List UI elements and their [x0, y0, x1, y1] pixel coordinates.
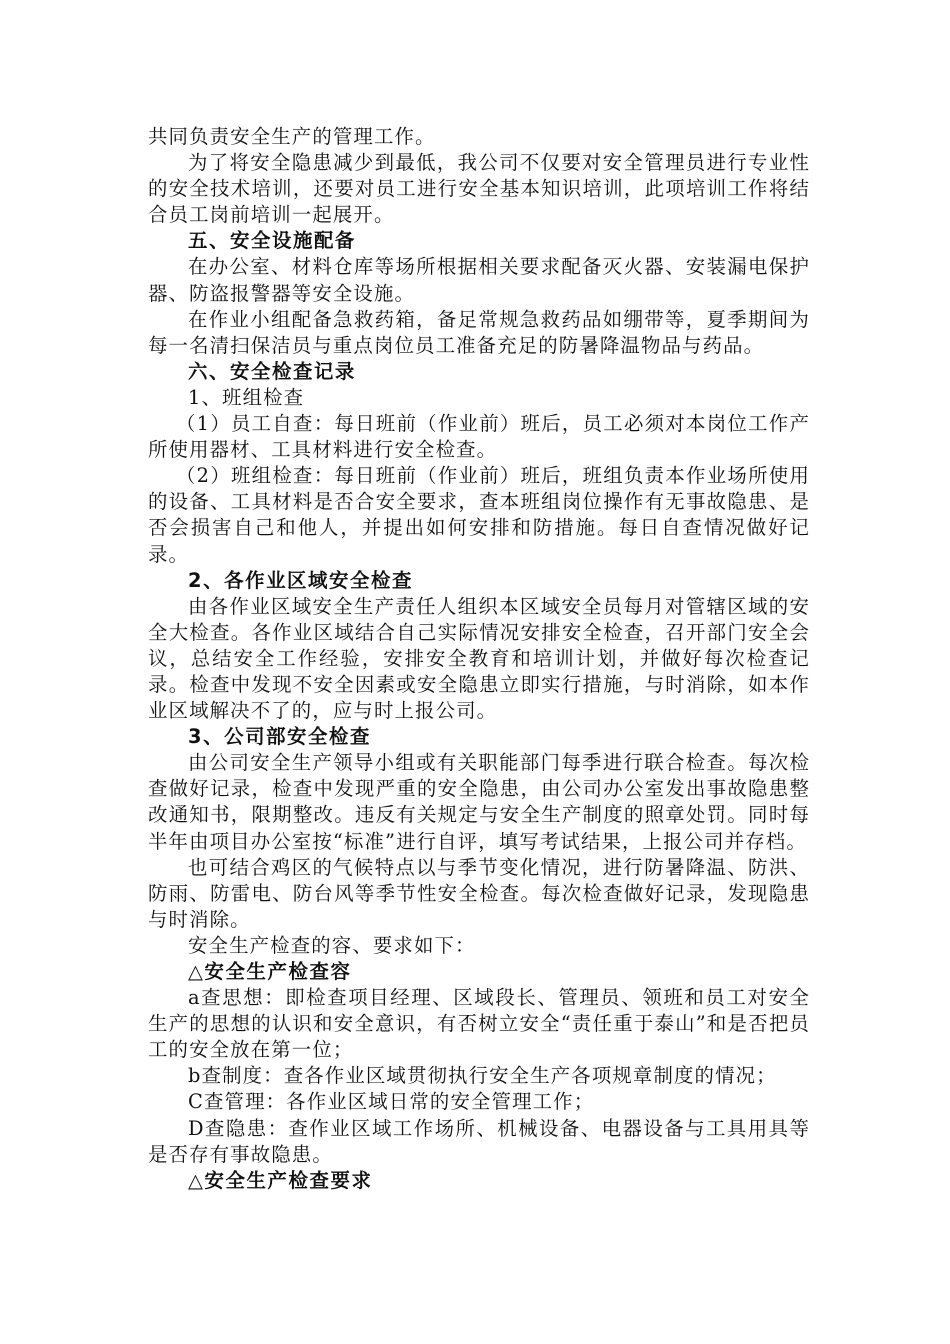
paragraph: 为了将安全隐患减少到最低，我公司不仅要对安全管理员进行专业性的安全技术培训，还要对员工进行安全基本知识培训，此项培训工作将结合员工岗前培训一起展开。 [148, 151, 810, 227]
paragraph: （2）班组检查：每日班前（作业前）班后，班组负责本作业场所使用的设备、工具材料是否合安全要求，查本班组岗位操作有无事故隐患、是否会损害自己和他人，并提出如何安排和防措施。每日自查情况做好记录。 [148, 464, 810, 566]
subsection-heading: 2、各作业区域安全检查 [188, 568, 413, 592]
paragraph: 也可结合鸡区的气候特点以与季节变化情况，进行防暑降温、防洪、防雨、防雷电、防台风等季节性安全检查。每次检查做好记录，发现隐患与时消除。 [148, 855, 810, 931]
paragraph: 由公司安全生产领导小组或有关职能部门每季进行联合检查。每次检查做好记录，检查中发现严重的安全隐患，由公司办公室发出事故隐患整改通知书，限期整改。违反有关规定与安全生产制度的照章处罚。同时每半年由项目办公室按“标准”进行自评，填写考试结果，上报公司并存档。 [148, 751, 810, 853]
paragraph: （1）员工自查：每日班前（作业前）班后，员工必须对本岗位工作产所使用器材、工具材料进行安全检查。 [148, 412, 810, 462]
paragraph: 由各作业区域安全生产责任人组织本区域安全员每月对管辖区域的安全大检查。各作业区域结合自己实际情况安排安全检查，召开部门安全会议，总结安全工作经验，安排安全教育和培训计划，并做好每次检查记录。检查中发现不安全因素或安全隐患立即实行措施，与时消除，如本作业区域解决不了的，应与时上报公司。 [148, 594, 810, 723]
list-item: D查隐患：查作业区域工作场所、机械设备、电器设备与工具用具等是否存有事故隐患。 [148, 1116, 810, 1166]
section-heading: 五、安全设施配备 [188, 229, 356, 253]
paragraph: 共同负责安全生产的管理工作。 [148, 125, 436, 148]
list-heading: △安全生产检查容 [188, 960, 352, 983]
subsection-heading: 3、公司部安全检查 [188, 725, 372, 749]
subsection-label: 1、班组检查 [188, 385, 305, 409]
list-item: C查管理：各作业区域日常的安全管理工作； [188, 1090, 595, 1114]
document-page [148, 124, 810, 1194]
paragraph: 安全生产检查的容、要求如下： [188, 933, 476, 957]
list-item: a查思想：即检查项目经理、区域段长、管理员、领班和员工对安全生产的思想的认识和安全意识，有否树立安全“责任重于泰山”和是否把员工的安全放在第一位； [148, 986, 810, 1062]
list-heading: △安全生产检查要求 [188, 1168, 373, 1192]
section-heading: 六、安全检查记录 [188, 359, 356, 383]
list-item: b查制度：查各作业区域贯彻执行安全生产各项规章制度的情况； [188, 1064, 777, 1088]
paragraph: 在作业小组配备急救药箱，备足常规急救药品如绷带等，夏季期间为每一名清扫保洁员与重点岗位员工准备充足的防暑降温物品与药品。 [148, 307, 810, 357]
paragraph: 在办公室、材料仓库等场所根据相关要求配备灭火器、安装漏电保护器、防盗报警器等安全设施。 [148, 255, 810, 305]
